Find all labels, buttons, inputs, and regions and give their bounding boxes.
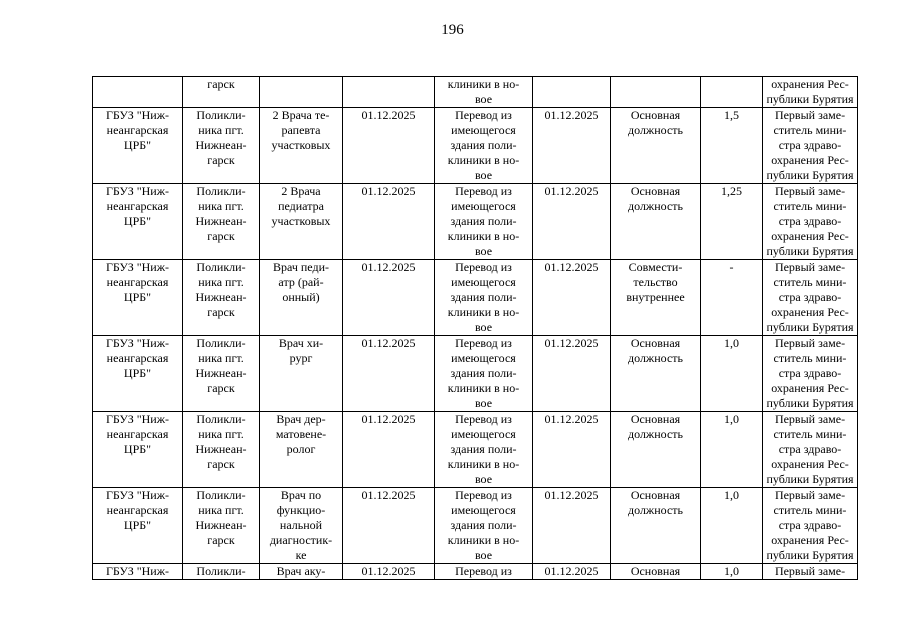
cell-rate xyxy=(701,77,763,108)
cell-rate: 1,5 xyxy=(701,108,763,184)
cell-subdivision: Поликли- xyxy=(183,564,260,580)
table-row xyxy=(93,77,858,108)
cell-date-effective: 01.12.2025 xyxy=(533,108,611,184)
cell-approver: Первый заме- ститель мини- стра здраво- охранения Рес- публики Бурятия xyxy=(763,260,858,336)
cell-action: Перевод из xyxy=(435,564,533,580)
cell-position: Врач хи- рург xyxy=(260,336,343,412)
cell-employment-type: Основная должность xyxy=(611,184,701,260)
cell-institution: ГБУЗ "Ниж- неангарская ЦРБ" xyxy=(93,184,183,260)
cell-position: Врач дер- матовене- ролог xyxy=(260,412,343,488)
cell-action: Перевод из имеющегося здания поли- клиники в но- вое xyxy=(435,184,533,260)
cell-position: Врач по функцио- нальной диагностик- ке xyxy=(260,488,343,564)
cell-employment-type: Основная должность xyxy=(611,336,701,412)
cell-date-start: 01.12.2025 xyxy=(343,260,435,336)
cell-date-start: 01.12.2025 xyxy=(343,412,435,488)
cell-approver: Первый заме- ститель мини- стра здраво- охранения Рес- публики Бурятия xyxy=(763,412,858,488)
cell-date-start xyxy=(343,77,435,108)
cell-approver: Первый заме- ститель мини- стра здраво- охранения Рес- публики Бурятия xyxy=(763,108,858,184)
table-row xyxy=(93,336,858,412)
cell-rate: - xyxy=(701,260,763,336)
cell-date-start: 01.12.2025 xyxy=(343,564,435,580)
staffing-table xyxy=(92,76,858,580)
cell-rate: 1,0 xyxy=(701,488,763,564)
cell-action: Перевод из имеющегося здания поли- клиники в но- вое xyxy=(435,336,533,412)
cell-institution: ГБУЗ "Ниж- неангарская ЦРБ" xyxy=(93,336,183,412)
cell-subdivision: Поликли- ника пгт. Нижнеан- гарск xyxy=(183,412,260,488)
cell-position xyxy=(260,77,343,108)
cell-date-effective: 01.12.2025 xyxy=(533,336,611,412)
cell-action: Перевод из имеющегося здания поли- клиники в но- вое xyxy=(435,488,533,564)
cell-action: Перевод из имеющегося здания поли- клиники в но- вое xyxy=(435,260,533,336)
cell-rate: 1,0 xyxy=(701,336,763,412)
cell-date-effective: 01.12.2025 xyxy=(533,412,611,488)
cell-subdivision: Поликли- ника пгт. Нижнеан- гарск xyxy=(183,108,260,184)
table-row xyxy=(93,108,858,184)
cell-subdivision: Поликли- ника пгт. Нижнеан- гарск xyxy=(183,488,260,564)
cell-subdivision: гарск xyxy=(183,77,260,108)
cell-employment-type: Основная xyxy=(611,564,701,580)
cell-date-start: 01.12.2025 xyxy=(343,184,435,260)
cell-approver: охранения Рес- публики Бурятия xyxy=(763,77,858,108)
cell-institution: ГБУЗ "Ниж- неангарская ЦРБ" xyxy=(93,260,183,336)
cell-date-start: 01.12.2025 xyxy=(343,488,435,564)
cell-rate: 1,0 xyxy=(701,564,763,580)
cell-employment-type: Основная должность xyxy=(611,412,701,488)
cell-approver: Первый заме- xyxy=(763,564,858,580)
table-row xyxy=(93,412,858,488)
cell-action: Перевод из имеющегося здания поли- клиники в но- вое xyxy=(435,108,533,184)
cell-employment-type: Совмести- тельство внутреннее xyxy=(611,260,701,336)
cell-position: Врач педи- атр (рай- онный) xyxy=(260,260,343,336)
cell-date-effective xyxy=(533,77,611,108)
cell-date-start: 01.12.2025 xyxy=(343,108,435,184)
cell-date-effective: 01.12.2025 xyxy=(533,184,611,260)
cell-approver: Первый заме- ститель мини- стра здраво- охранения Рес- публики Бурятия xyxy=(763,184,858,260)
cell-position: Врач аку- xyxy=(260,564,343,580)
cell-employment-type xyxy=(611,77,701,108)
cell-action: Перевод из имеющегося здания поли- клиники в но- вое xyxy=(435,412,533,488)
table-row xyxy=(93,184,858,260)
cell-employment-type: Основная должность xyxy=(611,488,701,564)
table-row xyxy=(93,260,858,336)
cell-institution: ГБУЗ "Ниж- xyxy=(93,564,183,580)
cell-date-effective: 01.12.2025 xyxy=(533,260,611,336)
cell-subdivision: Поликли- ника пгт. Нижнеан- гарск xyxy=(183,260,260,336)
cell-rate: 1,0 xyxy=(701,412,763,488)
cell-date-effective: 01.12.2025 xyxy=(533,564,611,580)
cell-subdivision: Поликли- ника пгт. Нижнеан- гарск xyxy=(183,336,260,412)
cell-date-effective: 01.12.2025 xyxy=(533,488,611,564)
table-row xyxy=(93,488,858,564)
cell-rate: 1,25 xyxy=(701,184,763,260)
cell-action: клиники в но- вое xyxy=(435,77,533,108)
cell-institution: ГБУЗ "Ниж- неангарская ЦРБ" xyxy=(93,108,183,184)
cell-date-start: 01.12.2025 xyxy=(343,336,435,412)
cell-position: 2 Врача педиатра участковых xyxy=(260,184,343,260)
table-row xyxy=(93,564,858,580)
cell-approver: Первый заме- ститель мини- стра здраво- охранения Рес- публики Бурятия xyxy=(763,488,858,564)
page-number: 196 xyxy=(441,22,464,38)
cell-position: 2 Врача те- рапевта участковых xyxy=(260,108,343,184)
cell-approver: Первый заме- ститель мини- стра здраво- охранения Рес- публики Бурятия xyxy=(763,336,858,412)
cell-subdivision: Поликли- ника пгт. Нижнеан- гарск xyxy=(183,184,260,260)
cell-institution: ГБУЗ "Ниж- неангарская ЦРБ" xyxy=(93,412,183,488)
cell-institution: ГБУЗ "Ниж- неангарская ЦРБ" xyxy=(93,488,183,564)
cell-employment-type: Основная должность xyxy=(611,108,701,184)
cell-institution xyxy=(93,77,183,108)
